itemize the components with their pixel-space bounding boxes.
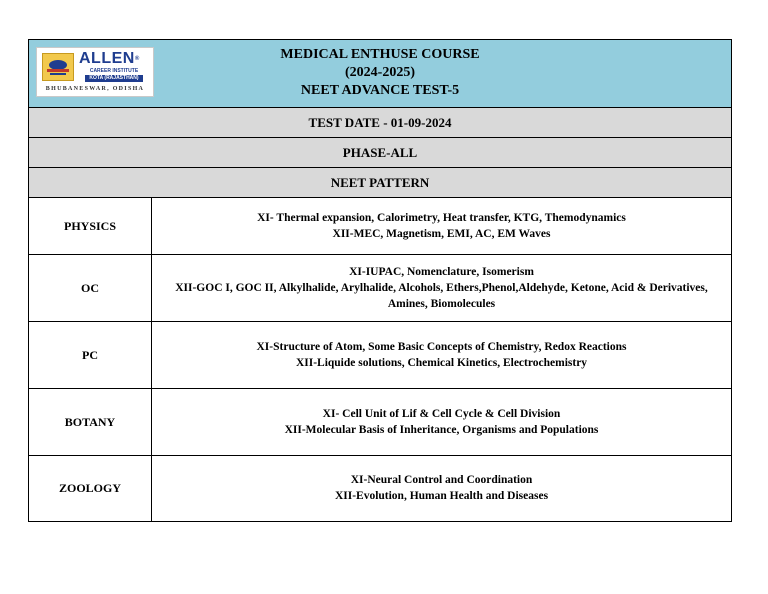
table-row bbox=[29, 388, 731, 455]
table-row bbox=[29, 455, 731, 521]
topics-cell bbox=[152, 254, 732, 321]
topic-line: XI- Cell Unit of Lif & Cell Cycle & Cell Division bbox=[322, 407, 561, 420]
table-row bbox=[29, 321, 731, 388]
table-row bbox=[29, 254, 731, 321]
logo-location: BHUBANESWAR, ODISHA bbox=[45, 86, 145, 92]
subject-cell: PHYSICS bbox=[29, 198, 152, 254]
subject-cell: PC bbox=[29, 321, 152, 388]
table-row bbox=[29, 198, 731, 254]
course-title: MEDICAL ENTHUSE COURSE bbox=[280, 47, 480, 62]
topics-cell bbox=[152, 198, 732, 254]
topic-line: XII-MEC, Magnetism, EMI, AC, EM Waves bbox=[332, 227, 551, 240]
subject-cell: ZOOLOGY bbox=[29, 455, 152, 521]
topic-line: XII-Molecular Basis of Inheritance, Organisms and Populations bbox=[284, 423, 599, 436]
allen-emblem-icon bbox=[42, 53, 74, 81]
subject-cell: BOTANY bbox=[29, 388, 152, 455]
syllabus-table bbox=[29, 198, 731, 521]
syllabus-sheet bbox=[28, 39, 732, 522]
subject-cell: OC bbox=[29, 254, 152, 321]
topic-line: XI-Structure of Atom, Some Basic Concepts of Chemistry, Redox Reactions bbox=[256, 340, 627, 353]
test-title: NEET ADVANCE TEST-5 bbox=[300, 83, 460, 98]
allen-logo bbox=[36, 47, 154, 97]
logo-city: KOTA (RAJASTHAN) bbox=[85, 75, 143, 82]
session-title: (2024-2025) bbox=[345, 65, 415, 80]
topic-line: XII-GOC I, GOC II, Alkylhalide, Arylhalide, Alcohols, Ethers,Phenol,Aldehyde, Ketone, Acid & Derivatives, Amines, Biomolecules bbox=[175, 281, 708, 310]
logo-tagline: CAREER INSTITUTE bbox=[89, 68, 139, 74]
logo-brand: ALLEN® bbox=[79, 50, 140, 67]
topics-cell bbox=[152, 388, 732, 455]
phase: PHASE-ALL bbox=[29, 138, 731, 168]
header-band bbox=[29, 40, 731, 108]
topic-line: XI-Neural Control and Coordination bbox=[350, 474, 533, 487]
topic-line: XI-IUPAC, Nomenclature, Isomerism bbox=[349, 265, 534, 278]
pattern: NEET PATTERN bbox=[29, 168, 731, 198]
topic-line: XII-Liquide solutions, Chemical Kinetics, Electrochemistry bbox=[295, 356, 588, 369]
topics-cell bbox=[152, 455, 732, 521]
topics-cell bbox=[152, 321, 732, 388]
test-date: TEST DATE - 01-09-2024 bbox=[29, 108, 731, 138]
topic-line: XII-Evolution, Human Health and Diseases bbox=[334, 490, 549, 503]
topic-line: XI- Thermal expansion, Calorimetry, Heat transfer, KTG, Themodynamics bbox=[257, 211, 626, 224]
